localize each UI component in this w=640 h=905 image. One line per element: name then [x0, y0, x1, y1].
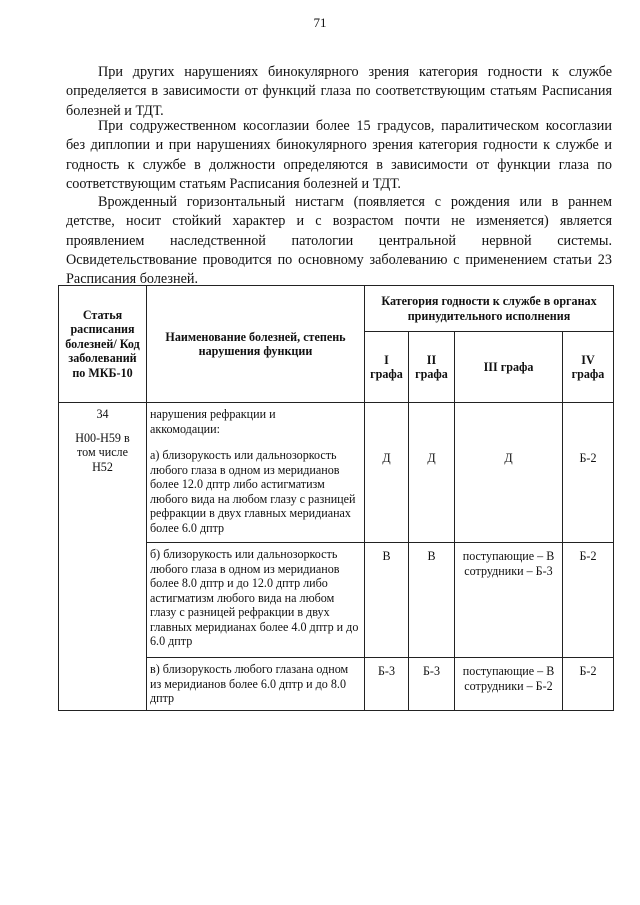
- header-category: Категория годности к службе в органах принудительного исполнения: [365, 286, 614, 332]
- row-c-applicants: поступающие – В: [462, 664, 555, 678]
- row-c-column-2: Б-3: [409, 658, 455, 711]
- row-b-column-4: Б-2: [563, 543, 614, 658]
- row-b-column-1: В: [365, 543, 409, 658]
- page-number: 71: [313, 15, 327, 30]
- row-a-column-1: Д: [365, 403, 409, 543]
- row-b-description: б) близорукость или дальнозоркость любого глаза в одном из меридианов более 8.0 дптр и до 12.0 дптр либо астигматизм любого вида на любом глазу с разницей рефракции в двух главных меридианах более 4.0 дптр и до 6.0 дптр: [147, 543, 365, 658]
- header-column-1: I графа: [365, 332, 409, 403]
- header-disease-name: Наименование болезней, степень нарушения функции: [147, 286, 365, 403]
- row-b-applicants: поступающие – В: [462, 549, 555, 563]
- header-column-2: II графа: [409, 332, 455, 403]
- paragraph-binocular: При других нарушениях бинокулярного зрения категория годности к службе определяется в зависимости от функций глаза по соответствующим статьям Расписания болезней и ТДТ.: [66, 64, 612, 119]
- row-c-description: в) близорукость любого глазана одном из меридианов более 6.0 дптр и до 8.0 дптр: [147, 658, 365, 711]
- article-cell: [59, 403, 147, 711]
- article-number: 34: [96, 407, 109, 421]
- row-b-column-2: В: [409, 543, 455, 658]
- row-c-column-3: [455, 658, 563, 711]
- header-column-4: IV графа: [563, 332, 614, 403]
- paragraph-strabismus: При содружественном косоглазии более 15 градусов, паралитическом косоглазии без диплопии и при нарушениях бинокулярного зрения категория годности к службе и годность к службе в должности определяются в зависимости от функции глаза по соответствующим статьям Расписания болезней и ТДТ.: [66, 118, 612, 192]
- paragraph-nystagmus: Врожденный горизонтальный нистагм (появляется с рождения или в раннем детстве, носит стойкий характер и с возрастом почти не изменяется) является проявлением наследственной патологии центральной нервной системы. Освидетельствование проводится по основному заболеванию с применением статьи 23 Расписания болезней.: [66, 194, 612, 288]
- icd-codes: H00-H59 в том числе H52: [75, 430, 130, 474]
- refraction-intro: нарушения рефракции и аккомодации:: [150, 407, 276, 436]
- row-c-employees: сотрудники – Б-2: [464, 678, 553, 693]
- row-a-text: а) близорукость или дальнозоркость любого глаза в одном из меридианов более 12.0 дптр либо астигматизм любого вида на любом глазу с разницей рефракции в двух главных меридианах более 6.0 дптр: [150, 448, 356, 535]
- row-b-column-3: [455, 543, 563, 658]
- row-a-column-3: Д: [455, 403, 563, 543]
- row-c-column-1: Б-3: [365, 658, 409, 711]
- disease-schedule-table: [58, 285, 614, 711]
- row-a-column-4: Б-2: [563, 403, 614, 543]
- header-column-3: III графа: [455, 332, 563, 403]
- row-a-description: [147, 403, 365, 543]
- row-a-column-2: Д: [409, 403, 455, 543]
- row-b-employees: сотрудники – Б-3: [464, 563, 553, 578]
- header-article: Статья расписания болезней/ Код заболеваний по МКБ-10: [59, 286, 147, 403]
- row-c-column-4: Б-2: [563, 658, 614, 711]
